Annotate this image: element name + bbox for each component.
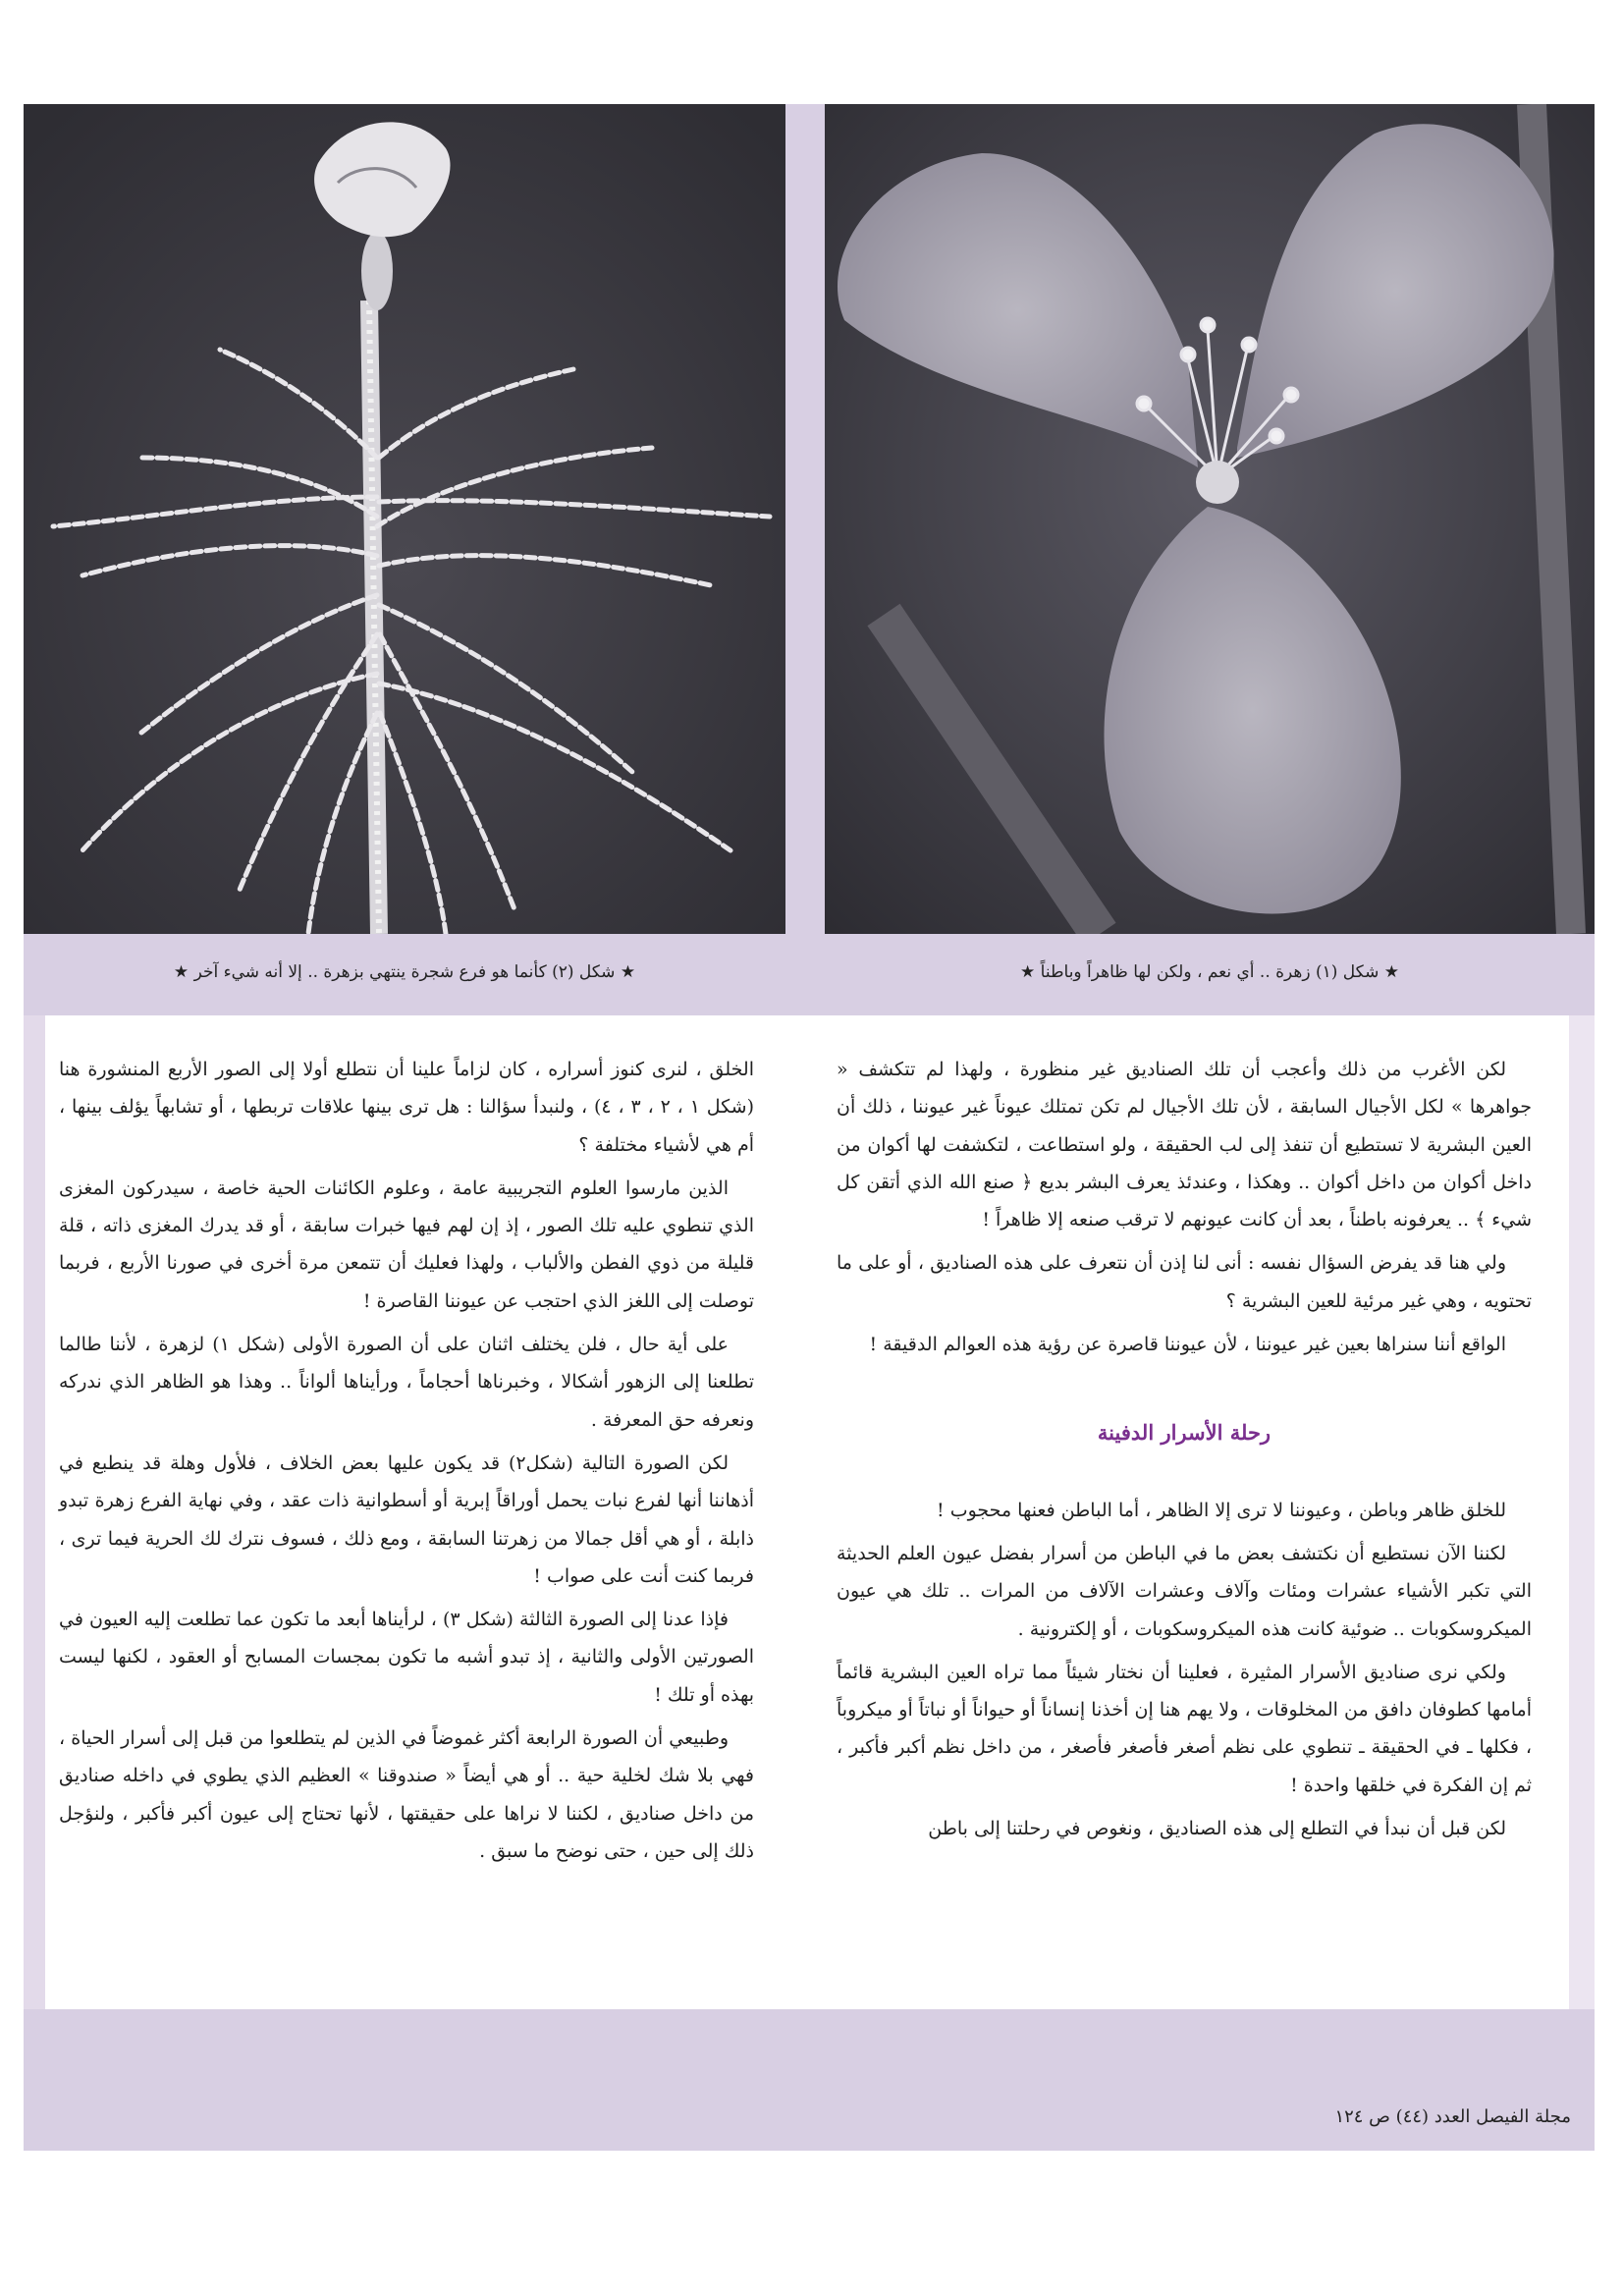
paragraph: لكن قبل أن نبدأ في التطلع إلى هذه الصناديق ، ونغوص في رحلتنا إلى باطن: [928, 1818, 1506, 1840]
section-heading: رحلة الأسرار الدفينة: [1097, 1420, 1271, 1446]
figure-1-photo: [825, 104, 1595, 934]
paragraph: فإذا عدنا إلى الصورة الثالثة (شكل ٣) ، لرأيناها أبعد ما تكون عما تطلعت إليه العيون في الصورتين الأولى والثانية ، إذ تبدو أشبه ما تكون بمجسات المسابح أو العقود ، لكنها ليست بهذه أو تلك !: [59, 1609, 754, 1706]
footer-band: [24, 2009, 1595, 2151]
paragraph: لكن الصورة التالية (شكل٢) قد يكون عليها بعض الخلاف ، فلأول وهلة قد ينطبع في أذهاننا أنها لفرع نبات يحمل أوراقاً إبرية أو أسطوانية ذات عقد ، وفي نهاية الفرع زهرة تبدو ذابلة ، أو هي أقل جمالا من زهرتنا السابقة ، ومع ذلك ، فسوف نترك لك الحرية فيما ترى ، فربما كنت أنت على صواب !: [59, 1451, 754, 1587]
figure-1-caption: ★ شكل (١) زهرة .. أي نعم ، ولكن لها ظاهراً وباطناً ★: [1020, 962, 1399, 982]
plant-branch-illustration: [24, 104, 785, 934]
figure-2-caption: ★ شكل (٢) كأنما هو فرع شجرة ينتهي بزهرة .. إلا أنه شيء آخر ★: [173, 962, 636, 982]
paragraph: لكننا الآن نستطيع أن نكتشف بعض ما في الباطن من أسرار بفضل عيون العلم الحديثة التي تكبر الأشياء عشرات ومئات وآلاف وعشرات الآلاف من المرات .. تلك هي عيون الميكروسكوبات .. ضوئية كانت هذه الميكروسكوبات ، أو إلكترونية .: [837, 1542, 1532, 1640]
three-petal-flower-illustration: [825, 104, 1595, 934]
paragraph: وطبيعي أن الصورة الرابعة أكثر غموضاً في الذين لم يتطلعوا من قبل إلى أسرار الحياة ، فهي بلا شك لخلية حية .. أو هي أيضاً « صندوقنا » العظيم الذي يطوي في داخله صناديق من داخل صناديق ، لكننا لا نراها على حقيقتها ، لأنها تحتاج إلى عيون أكبر فأكبر ، ولنؤجل ذلك إلى حين ، حتى نوضح ما سبق .: [59, 1727, 754, 1862]
margin-tint-right: [1569, 1015, 1595, 2009]
paragraph: على أية حال ، فلن يختلف اثنان على أن الصورة الأولى (شكل ١) لزهرة ، لأننا طالما تطلعنا إلى الزهور أشكالا ، وخبرناها أحجاماً ، ورأيناها ألواناً .. وهذا هو الظاهر الذي ندركه ونعرفه حق المعرفة .: [59, 1334, 754, 1431]
margin-tint-left: [24, 1015, 45, 2009]
paragraph: الخلق ، لنرى كنوز أسراره ، كان لزاماً علينا أن نتطلع أولا إلى الصور الأربع المنشورة هنا (شكل ١ ، ٢ ، ٣ ، ٤) ، ولنبدأ سؤالنا : هل ترى بينها علاقات تربطها ، أو تشابهاً يؤلف بينها ، أم هي لأشياء مختلفة ؟: [59, 1059, 754, 1156]
photo-band: [24, 104, 1595, 1015]
paragraph: الواقع أننا سنراها بعين غير عيوننا ، لأن عيوننا قاصرة عن رؤية هذه العوالم الدقيقة !: [869, 1334, 1506, 1356]
paragraph: لكن الأغرب من ذلك وأعجب أن تلك الصناديق غير منظورة ، ولهذا لم تتكشف « جواهرها » لكل الأجيال السابقة ، لأن تلك الأجيال لم تكن تمتلك عيوناً غير عيوننا ، ذلك أن العين البشرية لا تستطيع أن تنفذ إلى لب الحقيقة ، ولو استطاعت ، لتكشفت لها أكوان من داخل أكوان من داخل أكوان .. وهكذا ، وعندئذ يعرف البشر بديع ﴿ صنع الله الذي أتقن كل شيء ﴾ .. يعرفونه باطناً ، بعد أن كانت عيونهم لا ترقب صنعه إلا ظاهراً !: [837, 1059, 1533, 1231]
figure-2-photo: [24, 104, 785, 934]
paragraph: ولكي نرى صناديق الأسرار المثيرة ، فعلينا أن نختار شيئاً مما تراه العين البشرية قائماً أمامها كطوفان دافق من المخلوقات ، ولا يهم هنا إن أخذنا إنساناً أو حيواناً أو نباتاً أو ميكروباً ، فكلها ـ في الحقيقة ـ تنطوي على نظم أصغر فأصغر فأصغر ، من داخل نظم أكبر فأكبر ، ثم إن الفكرة في خلقها واحدة !: [837, 1661, 1532, 1796]
page-footer: مجلة الفيصل العدد (٤٤) ص ١٢٤: [1334, 2106, 1571, 2127]
paragraph: ولي هنا قد يفرض السؤال نفسه : أنى لنا إذن أن نتعرف على هذه الصناديق ، أو على ما تحتويه ، وهي غير مرئية للعين البشرية ؟: [837, 1252, 1532, 1312]
paragraph: الذين مارسوا العلوم التجريبية عامة ، وعلوم الكائنات الحية خاصة ، سيدركون المغزى الذي تنطوي عليه تلك الصور ، إذ إن لهم فيها خبرات سابقة ، أو قد يدرك المغزى ذاته ، قلة قليلة من ذوي الفطن والألباب ، ولهذا فعليك أن تتمعن مرة أخرى في صورنا الأربع ، فربما توصلت إلى اللغز الذي احتجب عن عيوننا القاصرة !: [59, 1176, 754, 1312]
paragraph: للخلق ظاهر وباطن ، وعيوننا لا ترى إلا الظاهر ، أما الباطن فعنها محجوب !: [937, 1499, 1506, 1521]
article-column-right: [837, 1051, 1532, 1853]
article-column-left: [59, 1051, 754, 1876]
